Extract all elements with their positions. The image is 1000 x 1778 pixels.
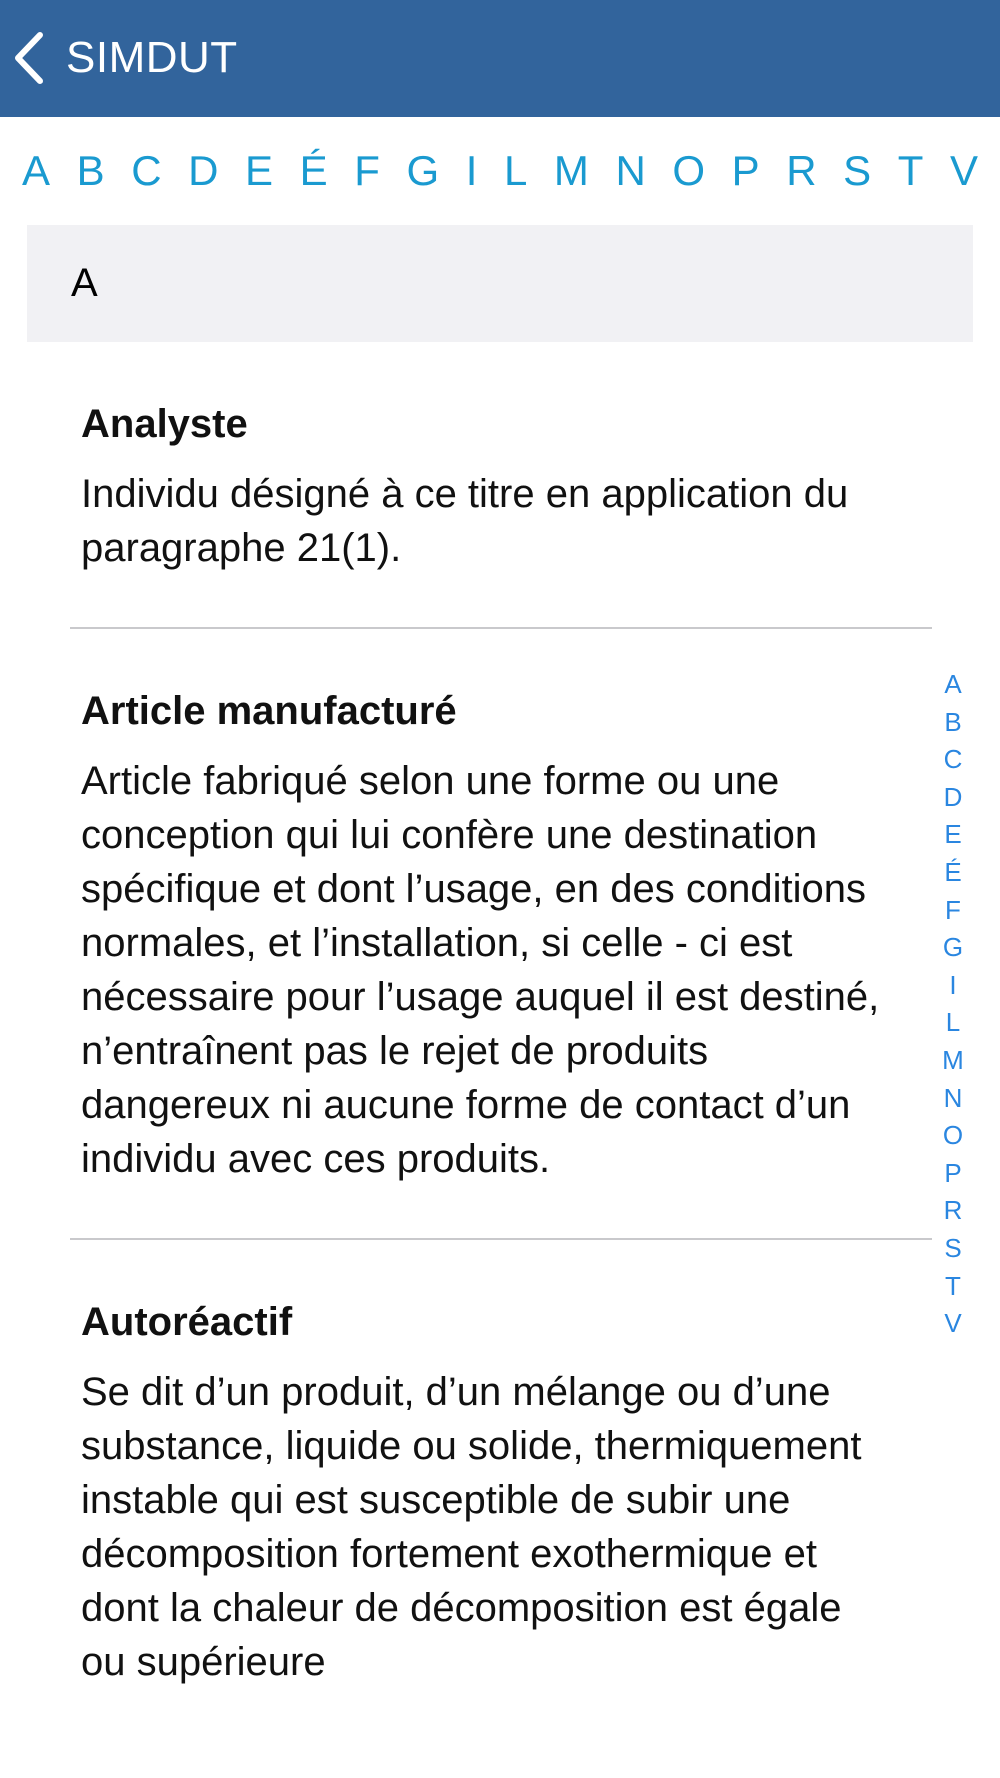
index-letter-n[interactable]: N [943,1082,963,1113]
letter-link-o[interactable]: O [672,147,706,194]
section-header-label: A [71,261,98,305]
term-title: Autoréactif [81,1300,293,1344]
index-letter-r[interactable]: R [943,1195,963,1226]
glossary-entry[interactable] [70,342,932,629]
index-letter-t[interactable]: T [945,1270,961,1301]
letter-link-p[interactable]: P [731,147,760,194]
chevron-left-icon[interactable] [14,31,44,85]
section-index-bar[interactable] [934,666,972,1343]
letter-link-f[interactable]: F [354,147,380,194]
glossary-entry[interactable] [70,629,932,1240]
term-title: Analyste [81,402,248,446]
index-letter-d[interactable]: D [943,781,963,812]
index-letter-g[interactable]: G [942,932,964,963]
letter-link-c[interactable]: C [131,147,162,194]
index-letter-v[interactable]: V [944,1308,962,1339]
term-title: Article manufacturé [81,689,457,733]
section-header [27,225,973,342]
index-letter-e[interactable]: E [944,819,962,850]
back-button[interactable] [14,18,238,98]
index-letter-e-acute[interactable]: É [944,856,962,887]
letter-link-m[interactable]: M [553,147,589,194]
index-letter-f[interactable]: F [945,894,961,925]
term-definition: Individu désigné à ce titre en application du paragraphe 21(1). [81,472,849,570]
index-letter-s[interactable]: S [944,1232,962,1263]
letter-link-n[interactable]: N [615,147,646,194]
index-letter-b[interactable]: B [944,706,962,737]
glossary-entry[interactable] [70,1240,932,1741]
letter-link-d[interactable]: D [188,147,219,194]
letter-link-e-acute[interactable]: É [299,147,328,194]
letter-link-b[interactable]: B [76,147,105,194]
index-letter-a[interactable]: A [944,669,962,699]
letter-link-l[interactable]: L [503,147,528,194]
index-letter-m[interactable]: M [942,1044,964,1075]
term-definition: Se dit d’un produit, d’un mélange ou d’une substance, liquide ou solide, thermiquement instable qui est susceptible de subir une décomposition fortement exothermique et dont la chaleur de décomposition est égale ou supérieure [81,1370,862,1684]
navigation-bar [0,0,1000,117]
glossary-list [0,342,940,1741]
index-letter-o[interactable]: O [942,1120,964,1151]
index-letter-c[interactable]: C [943,744,963,775]
letter-link-g[interactable]: G [406,147,440,194]
letter-link-r[interactable]: R [786,147,817,194]
letter-link-s[interactable]: S [843,147,872,194]
index-letter-i[interactable]: I [949,969,957,1000]
nav-title: SIMDUT [66,33,238,82]
term-definition: Article fabriqué selon une forme ou une conception qui lui confère une destination spécifique et dont l’usage, en des conditions normales, et l’installation, si celle - ci est nécessaire pour l’usage auquel il est destiné, n’entraînent pas le rejet de produits dangereux ni aucune forme de contact d’un individu avec ces produits. [81,759,880,1181]
letter-link-e[interactable]: E [245,147,274,194]
letter-link-v[interactable]: V [949,147,978,194]
index-letter-p[interactable]: P [944,1157,962,1188]
letter-link-i[interactable]: I [465,147,478,194]
index-letter-l[interactable]: L [945,1007,961,1038]
alphabet-jump-bar [18,144,982,198]
letter-link-a[interactable]: A [22,147,51,194]
letter-link-t[interactable]: T [897,147,924,194]
